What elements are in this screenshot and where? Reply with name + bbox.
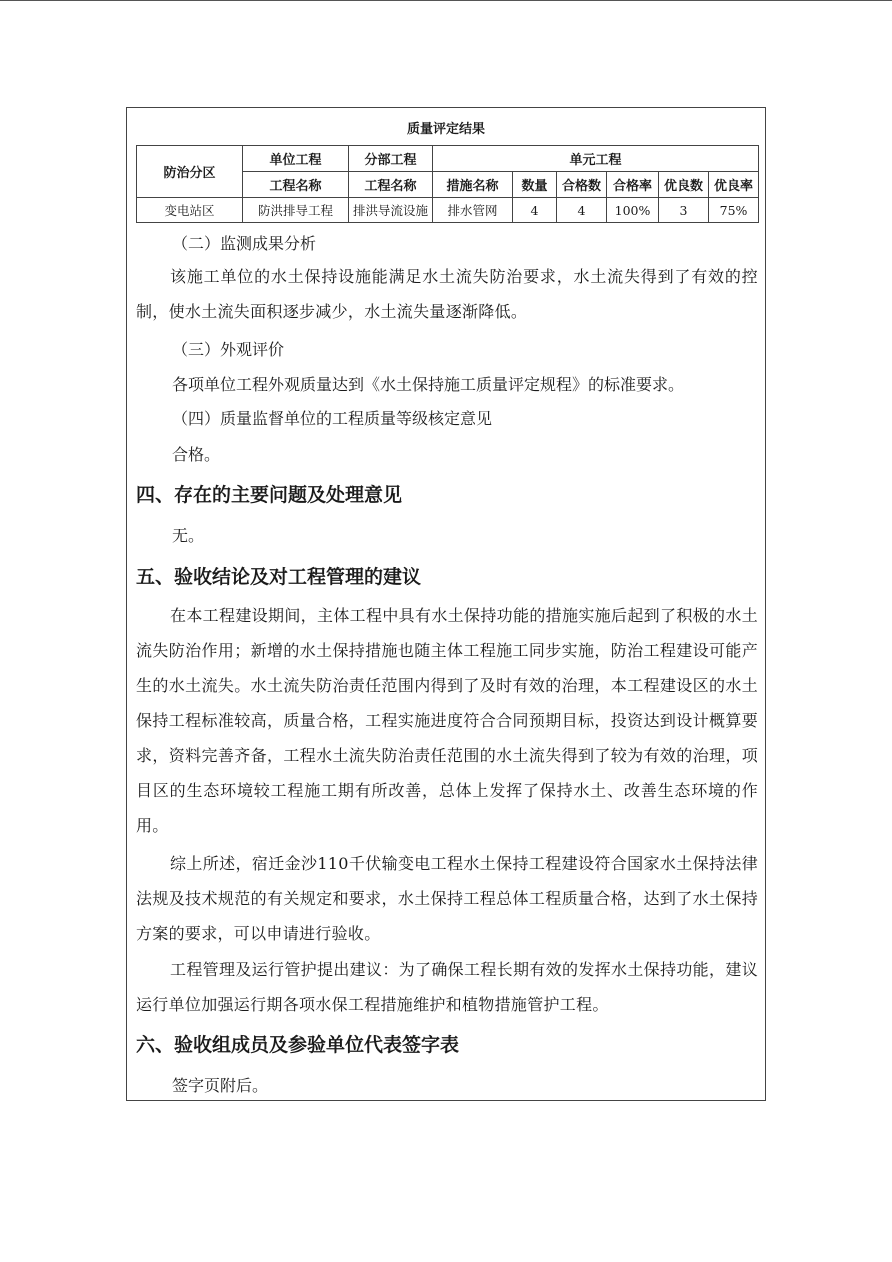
cell-zone: 变电站区 [137,198,243,223]
cell-measure: 排水管网 [433,198,513,223]
cell-sub-name: 排洪导流设施 [349,198,433,223]
section-supervision-title: （四）质量监督单位的工程质量等级核定意见 [172,409,493,428]
header-sub-project: 分部工程 [349,146,433,172]
header-unit-project: 单位工程 [243,146,349,172]
top-border-line [0,0,892,1]
cell-excellent: 3 [659,198,709,223]
section-monitoring-title: （二）监测成果分析 [172,234,317,253]
cell-qualified-rate: 100% [607,198,659,223]
header-qualified-rate: 合格率 [607,172,659,198]
cell-qualified: 4 [557,198,607,223]
section-appearance-text: 各项单位工程外观质量达到《水土保持施工质量评定规程》的标准要求。 [172,375,685,394]
signatures-text: 签字页附后。 [172,1076,269,1095]
conclusion-paragraph-3: 工程管理及运行管护提出建议：为了确保工程长期有效的发挥水土保持功能，建议运行单位加强运行期各项水保工程措施维护和植物措施管护工程。 [136,960,758,1014]
cell-excellent-rate: 75% [709,198,759,223]
section-appearance-title: （三）外观评价 [172,340,285,359]
table-header-row-1 [137,146,759,172]
section-monitoring-text: 该施工单位的水土保持设施能满足水土流失防治要求，水土流失得到了有效的控制，使水土流失面积逐步减少，水土流失量逐渐降低。 [136,267,758,321]
table-title: 质量评定结果 [406,122,485,137]
header-project-name: 工程名称 [243,172,349,198]
header-excellent-rate: 优良率 [709,172,759,198]
quality-assessment-table [136,145,759,223]
conclusion-paragraph-2: 综上所述，宿迁金沙110千伏输变电工程水土保持工程建设符合国家水土保持法律法规及技术规范的有关规定和要求，水土保持工程总体工程质量合格，达到了水土保持方案的要求，可以申请进行验收。 [136,854,758,943]
table-row [137,198,759,223]
conclusion-paragraph-1: 在本工程建设期间，主体工程中具有水土保持功能的措施实施后起到了积极的水土流失防治作用；新增的水土保持措施也随主体工程施工同步实施，防治工程建设可能产生的水土流失。水土流失防治责任范围内得到了及时有效的治理，本工程建设区的水土保持工程标准较高，质量合格，工程实施进度符合合同预期目标，投资达到设计概算要求，资料完善齐备，工程水土流失防治责任范围的水土流失得到了较为有效的治理，项目区的生态环境较工程施工期有所改善，总体上发挥了保持水土、改善生态环境的作用。 [136,606,758,835]
heading-conclusion: 五、验收结论及对工程管理的建议 [136,566,422,588]
cell-quantity: 4 [513,198,557,223]
heading-signatures: 六、验收组成员及参验单位代表签字表 [136,1034,460,1056]
header-qualified-count: 合格数 [557,172,607,198]
heading-main-issues: 四、存在的主要问题及处理意见 [136,484,403,506]
header-element-project: 单元工程 [433,146,759,172]
header-quantity: 数量 [513,172,557,198]
header-excellent-count: 优良数 [659,172,709,198]
section-supervision-text: 合格。 [172,445,221,464]
header-project-name: 工程名称 [349,172,433,198]
main-issues-text: 无。 [172,526,205,545]
header-zone: 防治分区 [137,146,243,198]
header-measure-name: 措施名称 [433,172,513,198]
cell-unit-name: 防洪排导工程 [243,198,349,223]
